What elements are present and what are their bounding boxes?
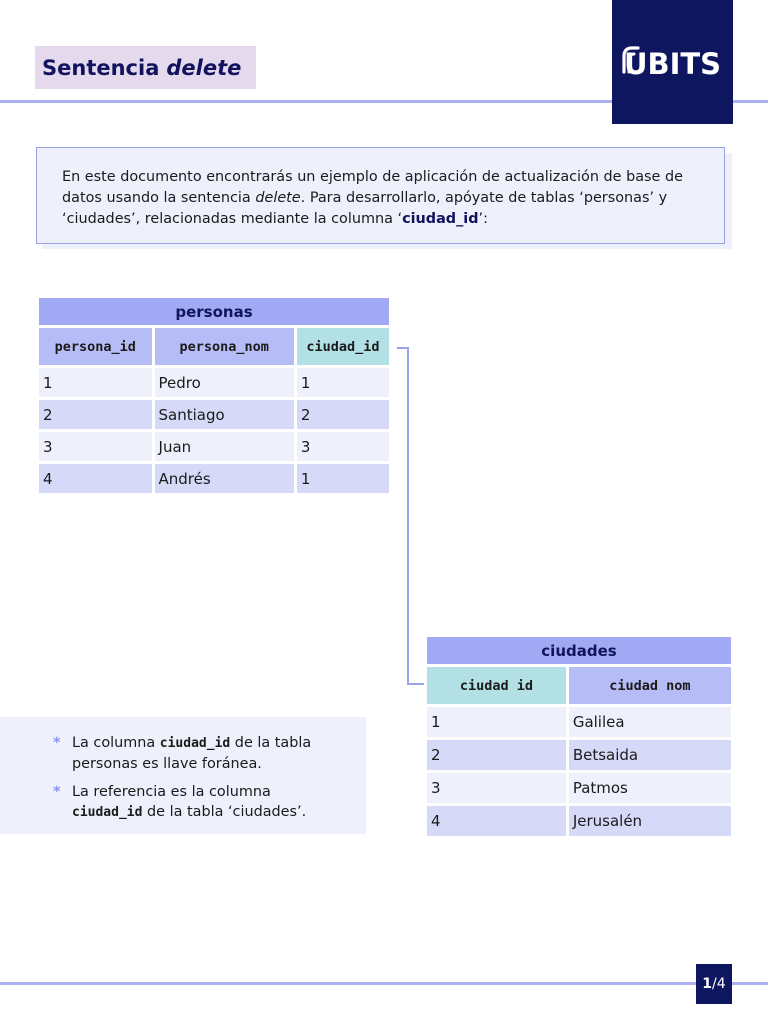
table-cell: Andrés xyxy=(155,464,294,493)
table-cell: Juan xyxy=(155,432,294,461)
page-number xyxy=(696,964,732,1004)
table-cell: 2 xyxy=(39,400,152,429)
intro-text-3: ’: xyxy=(478,211,488,227)
logo-text: UBITS xyxy=(623,47,722,81)
page-current: 1 xyxy=(702,976,713,992)
notes-box xyxy=(0,717,366,834)
ciudades-col-header: ciudad nom xyxy=(569,667,731,704)
personas-col-header: persona_nom xyxy=(155,328,294,365)
table-cell: 2 xyxy=(427,740,566,770)
ciudades-col-header-pk: ciudad id xyxy=(427,667,566,704)
asterisk-icon: * xyxy=(53,784,61,800)
table-cell: Pedro xyxy=(155,368,294,397)
table-cell: Patmos xyxy=(569,773,731,803)
table-cell: Galilea xyxy=(569,707,731,737)
notes-list xyxy=(0,717,366,823)
table-cell: Betsaida xyxy=(569,740,731,770)
personas-table-title: personas xyxy=(39,298,389,325)
intro-text-1: En este documento encontrarás un ejemplo de aplicación de actualización de base de datos usando la sentencia xyxy=(62,169,683,206)
intro-text-bold: ciudad_id xyxy=(402,211,479,227)
table-row xyxy=(427,707,731,737)
asterisk-icon: * xyxy=(53,735,61,751)
note-text: de la tabla ‘ciudades’. xyxy=(142,804,307,820)
table-cell: Jerusalén xyxy=(569,806,731,836)
page-title-emphasis: delete xyxy=(166,55,242,80)
table-cell: Santiago xyxy=(155,400,294,429)
table-cell: 3 xyxy=(39,432,152,461)
table-cell: 4 xyxy=(39,464,152,493)
list-item xyxy=(53,733,342,774)
table-cell: 3 xyxy=(297,432,389,461)
intro-text-2: . Para desarrollarlo, apóyate de tablas ‘personas’ y ‘ciudades’, relacionadas mediante la columna ‘ xyxy=(62,190,668,227)
note-text: La columna xyxy=(72,735,160,751)
table-cell: 3 xyxy=(427,773,566,803)
note-text: de la tabla personas es llave foránea. xyxy=(72,735,312,772)
page-separator: / xyxy=(712,976,717,992)
table-cell: 4 xyxy=(427,806,566,836)
table-cell: 1 xyxy=(297,464,389,493)
table-row xyxy=(427,806,731,836)
table-cell: 2 xyxy=(297,400,389,429)
table-cell: 1 xyxy=(427,707,566,737)
table-row xyxy=(427,740,731,770)
page-title-text: Sentencia xyxy=(42,55,160,80)
footer-rule xyxy=(0,982,768,985)
page-total: 4 xyxy=(716,976,726,992)
intro-text-em: delete xyxy=(255,190,301,206)
ciudades-table xyxy=(424,634,734,839)
personas-col-header-fk: ciudad_id xyxy=(297,328,389,365)
note-code: ciudad_id xyxy=(159,736,231,751)
ciudades-table-title: ciudades xyxy=(427,637,731,664)
list-item xyxy=(53,782,342,823)
note-text: La referencia es la columna xyxy=(72,784,271,800)
table-row xyxy=(427,773,731,803)
table-cell: 1 xyxy=(39,368,152,397)
personas-col-header: persona_id xyxy=(39,328,152,365)
table-cell: 1 xyxy=(297,368,389,397)
note-code: ciudad_id xyxy=(72,805,143,820)
